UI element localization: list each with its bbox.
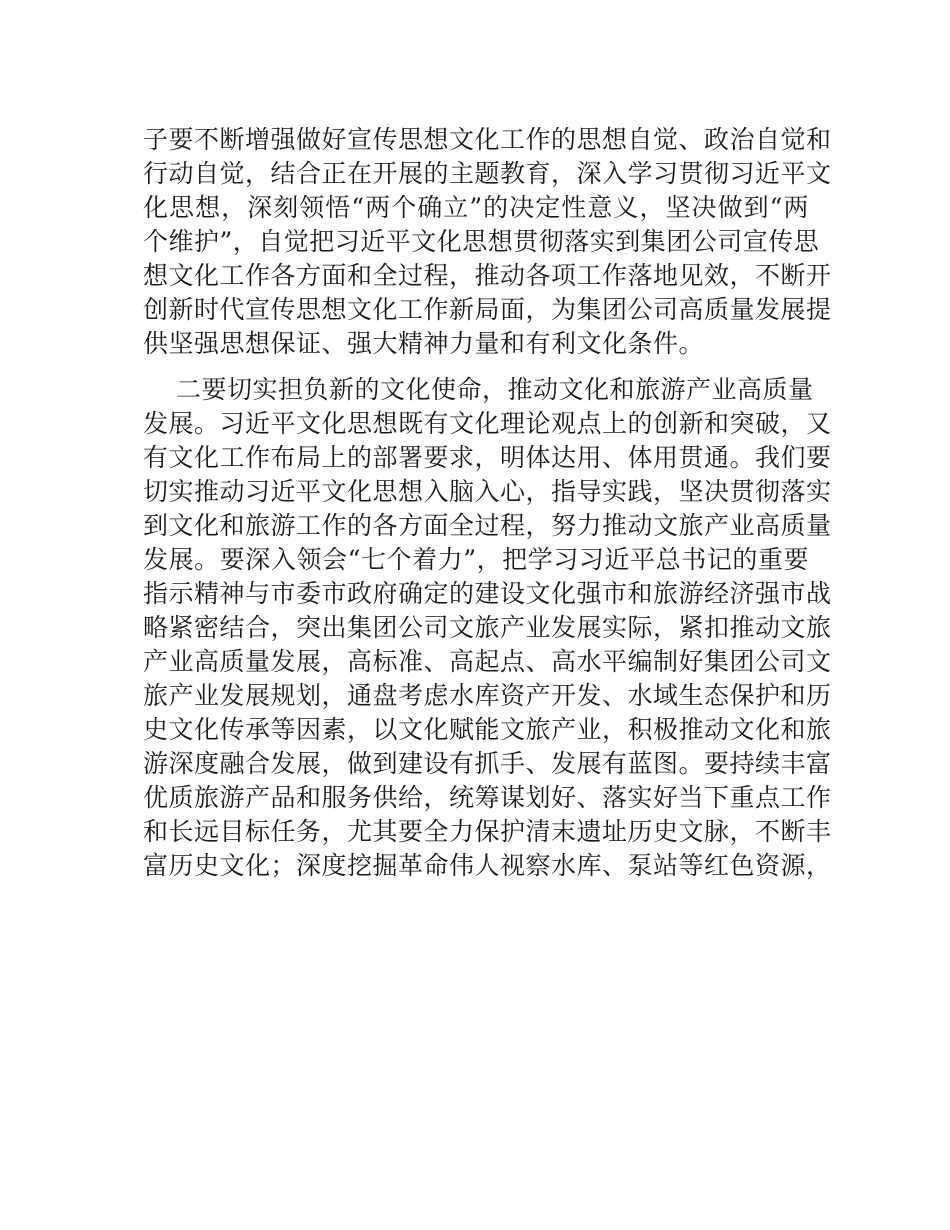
document-body bbox=[143, 123, 832, 883]
text-line: 略紧密结合，突出集团公司文旅产业发展实际，紧扣推动文旅 bbox=[143, 613, 832, 642]
text-line: 有文化工作布局上的部署要求，明体达用、体用贯通。我们要 bbox=[143, 443, 832, 472]
text-line: 行动自觉，结合正在开展的主题教育，深入学习贯彻习近平文 bbox=[143, 159, 832, 188]
text-line: 旅产业发展规划，通盘考虑水库资产开发、水域生态保护和历 bbox=[143, 681, 832, 710]
text-line: 个维护”，自觉把习近平文化思想贯彻落实到集团公司宣传思 bbox=[143, 227, 820, 256]
text-line: 化思想，深刻领悟“两个确立”的决定性意义，坚决做到“两 bbox=[143, 193, 809, 222]
text-line: 发展。习近平文化思想既有文化理论观点上的创新和突破，又 bbox=[143, 409, 832, 438]
text-line: 发展。要深入领会“七个着力”，把学习习近平总书记的重要 bbox=[143, 545, 809, 574]
paragraph-2 bbox=[143, 373, 832, 883]
text-line: 产业高质量发展，高标准、高起点、高水平编制好集团公司文 bbox=[143, 647, 832, 676]
text-line: 切实推动习近平文化思想入脑入心，指导实践，坚决贯彻落实 bbox=[143, 477, 832, 506]
text-line: 创新时代宣传思想文化工作新局面，为集团公司高质量发展提 bbox=[143, 295, 832, 324]
text-line: 子要不断增强做好宣传思想文化工作的思想自觉、政治自觉和 bbox=[143, 125, 832, 154]
text-line: 史文化传承等因素，以文化赋能文旅产业，积极推动文化和旅 bbox=[143, 715, 832, 744]
text-line: 富历史文化；深度挖掘革命伟人视察水库、泵站等红色资源， bbox=[143, 851, 832, 880]
text-line: 和长远目标任务，尤其要全力保护清末遗址历史文脉，不断丰 bbox=[143, 817, 832, 846]
text-line: 到文化和旅游工作的各方面全过程，努力推动文旅产业高质量 bbox=[143, 511, 832, 540]
text-line: 供坚强思想保证、强大精神力量和有利文化条件。 bbox=[143, 329, 705, 358]
text-line: 想文化工作各方面和全过程，推动各项工作落地见效，不断开 bbox=[143, 261, 832, 290]
text-line: 优质旅游产品和服务供给，统筹谋划好、落实好当下重点工作 bbox=[143, 783, 832, 812]
text-line: 二要切实担负新的文化使命，推动文化和旅游产业高质量 bbox=[176, 375, 814, 404]
text-line: 指示精神与市委市政府确定的建设文化强市和旅游经济强市战 bbox=[143, 579, 832, 608]
text-line: 游深度融合发展，做到建设有抓手、发展有蓝图。要持续丰富 bbox=[143, 749, 832, 778]
paragraph-1 bbox=[143, 123, 832, 361]
